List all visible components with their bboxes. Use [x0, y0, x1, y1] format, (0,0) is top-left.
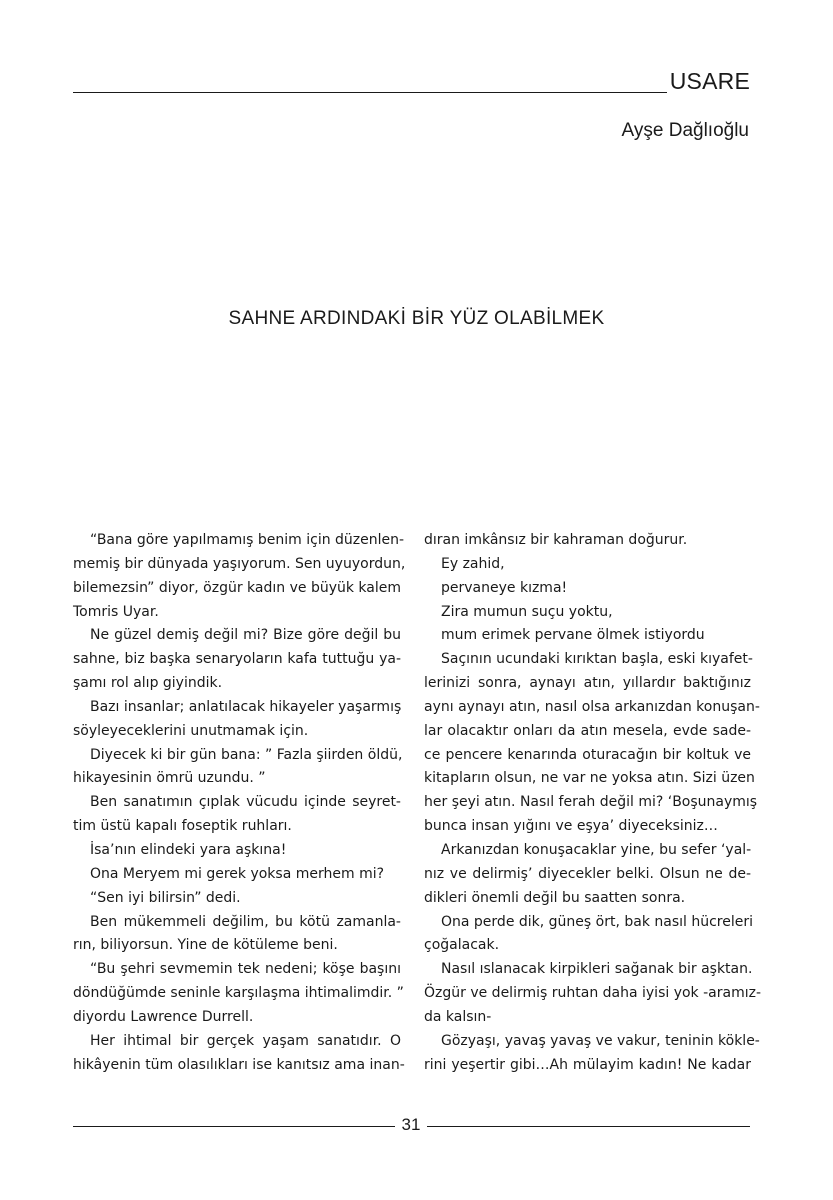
author-name: Ayşe Dağlıoğlu: [621, 120, 749, 141]
text-line: nız ve delirmiş’ diyecekler belki. Olsun ne de-: [424, 865, 751, 882]
text-line: Saçının ucundaki kırıktan başla, eski kıyafet-: [441, 651, 753, 668]
text-line: Ona perde dik, güneş ört, bak nasıl hücreleri: [441, 913, 754, 930]
text-line: Ben mükemmeli değilim, bu kötü zamanla-: [90, 913, 401, 930]
text-line: “Bu şehri sevmemin tek nedeni; köşe başını: [90, 961, 401, 978]
text-line: ce pencere kenarında oturacağın bir koltuk ve: [424, 746, 751, 763]
text-line: Her ihtimal bir gerçek yaşam sanatıdır. O: [90, 1032, 401, 1049]
text-line: şamı rol alıp giyindik.: [73, 675, 223, 692]
text-line: Nasıl ıslanacak kirpikleri sağanak bir aşktan.: [441, 961, 753, 978]
text-line: Bazı insanlar; anlatılacak hikayeler yaşarmış: [90, 698, 402, 715]
text-line: “Sen iyi bilirsin” dedi.: [90, 889, 241, 906]
footer-rule-right: [427, 1126, 750, 1127]
text-line: Ey zahid,: [441, 555, 505, 572]
text-line: İsa’nın elindeki yara aşkına!: [90, 841, 287, 858]
text-line: Özgür ve delirmiş ruhtan daha iyisi yok -aramız-: [424, 985, 762, 1002]
text-line: kitapların olsun, ne var ne yoksa atın. Sizi üzen: [424, 770, 755, 787]
text-line: söyleyeceklerini unutmamak için.: [73, 722, 309, 739]
page-number: 31: [401, 1115, 421, 1134]
text-line: bunca insan yığını ve eşya’ diyeceksiniz…: [424, 818, 718, 835]
text-line: Arkanızdan konuşacaklar yine, bu sefer ‘yal-: [441, 841, 752, 858]
text-line: lerinizi sonra, aynayı atın, yıllardır baktığınız: [424, 675, 751, 692]
article-title: SAHNE ARDINDAKİ BİR YÜZ OLABİLMEK: [228, 308, 605, 329]
text-line: Ona Meryem mi gerek yoksa merhem mi?: [90, 865, 385, 882]
text-line: “Bana göre yapılmamış benim için düzenlen-: [90, 532, 405, 548]
text-line: Diyecek ki bir gün bana: ” Fazla şiirden öldü,: [90, 746, 403, 763]
text-line: döndüğümde seninle karşılaşma ihtimalimdir. ”: [73, 985, 404, 1002]
header-rule: [73, 92, 667, 93]
text-line: mum erimek pervane ölmek istiyordu: [441, 627, 705, 644]
text-line: hikayesinin ömrü uzundu. ”: [73, 770, 266, 787]
text-line: Zira mumun suçu yoktu,: [441, 603, 613, 620]
right-column: [424, 529, 762, 1077]
text-line: Gözyaşı, yavaş yavaş ve vakur, teninin kökle-: [441, 1032, 760, 1049]
text-line: dıran imkânsız bir kahraman doğurur.: [424, 532, 688, 548]
text-line: her şeyi atın. Nasıl ferah değil mi? ‘Boşunaymış: [424, 794, 758, 811]
text-line: bilemezsin” diyor, özgür kadın ve büyük kalem: [73, 579, 401, 596]
text-line: lar olacaktır onları da atın mesela, evde sade-: [424, 722, 751, 739]
text-line: aynı aynayı atın, nasıl olsa arkanızdan konuşan-: [424, 698, 760, 715]
text-line: diyordu Lawrence Durrell.: [73, 1008, 254, 1025]
text-line: Tomris Uyar.: [73, 603, 159, 620]
text-line: memiş bir dünyada yaşıyorum. Sen uyuyordun,: [73, 555, 406, 572]
text-line: rın, biliyorsun. Yine de kötüleme beni.: [73, 937, 338, 954]
text-line: sahne, biz başka senaryoların kafa tuttuğu ya-: [73, 651, 401, 668]
left-column: [73, 529, 406, 1077]
text-line: çoğalacak.: [424, 937, 500, 954]
footer-rule-left: [73, 1126, 395, 1127]
text-line: rini yeşertir gibi…Ah mülayim kadın! Ne kadar: [424, 1056, 751, 1073]
text-line: da kalsın-: [424, 1008, 492, 1025]
text-line: hikâyenin tüm olasılıkları ise kanıtsız ama inan-: [73, 1056, 405, 1073]
text-line: pervaneye kızma!: [441, 579, 568, 596]
text-line: Ne güzel demiş değil mi? Bize göre değil bu: [90, 627, 401, 644]
text-line: tim üstü kapalı foseptik ruhları.: [73, 818, 292, 835]
section-name: USARE: [669, 68, 750, 94]
text-line: Ben sanatımın çıplak vücudu içinde seyret-: [90, 794, 401, 811]
text-line: dikleri önemli değil bu saatten sonra.: [424, 889, 686, 906]
